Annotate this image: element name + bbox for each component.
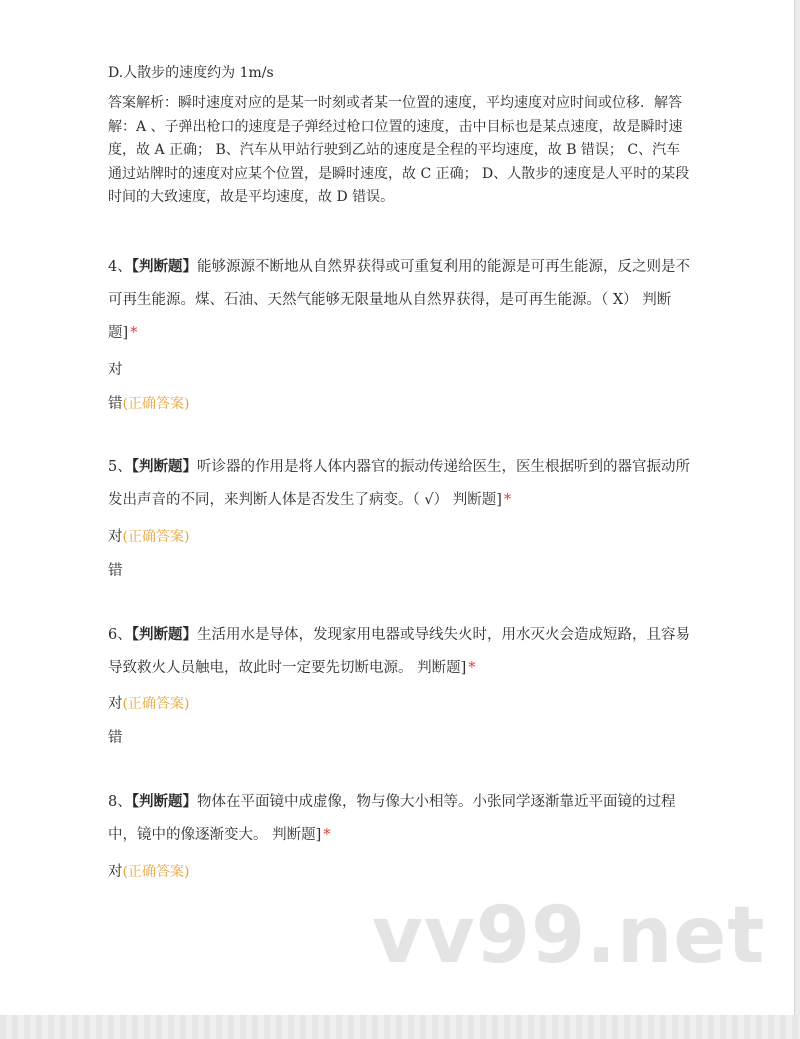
option-false[interactable] (108, 562, 123, 580)
correct-answer-note: (正确答案) (122, 529, 190, 545)
question-text: 物体在平面镜中成虚像，物与像大小相等。小张同学逐渐靠近平面镜的过程中，镜中的像逐渐变大。 (108, 794, 676, 843)
question-8 (108, 785, 692, 852)
required-star: * (503, 492, 512, 508)
option-false[interactable] (108, 395, 189, 413)
option-false[interactable] (108, 729, 123, 747)
option-label: 错 (108, 730, 123, 746)
question-type-tag: 【判断题】 (131, 258, 197, 275)
question-type-suffix: 判断题] (417, 660, 467, 676)
question-6 (108, 618, 692, 685)
question-number: 4、 (108, 259, 132, 275)
option-true[interactable] (108, 528, 189, 546)
option-true[interactable] (108, 863, 189, 881)
correct-answer-note: (正确答案) (122, 696, 190, 712)
option-label: 错 (108, 396, 123, 412)
question-text: 听诊器的作用是将人体内器官的振动传递给医生，医生根据听到的器官振动所发出声音的不同，来判断人体是否发生了病变。（ √） (108, 459, 690, 508)
option-true[interactable] (108, 361, 123, 379)
required-star: * (468, 660, 476, 676)
question-type-tag: 【判断题】 (131, 626, 197, 643)
question-type-suffix: 判断题] (108, 292, 672, 341)
option-true[interactable] (108, 695, 189, 713)
question-type-suffix: 判断题] (272, 827, 322, 843)
required-star: * (323, 827, 331, 843)
option-label: 错 (108, 563, 123, 579)
question-text: 能够源源不断地从自然界获得或可重复利用的能源是可再生能源，反之则是不可再生能源。煤、石油、天然气能够无限量地从自然界获得，是可再生能源。（ X） (108, 259, 690, 308)
option-label: 对 (108, 696, 123, 712)
question-type-tag: 【判断题】 (131, 458, 197, 475)
correct-answer-note: (正确答案) (122, 396, 190, 412)
question-number: 5、 (108, 459, 132, 475)
page-bottom-strip (0, 1015, 800, 1039)
required-star: * (130, 325, 138, 341)
question-number: 6、 (108, 627, 132, 643)
question-4 (108, 250, 692, 350)
question-type-tag: 【判断题】 (131, 793, 197, 810)
option-label: 对 (108, 529, 123, 545)
answer-analysis: 答案解析：瞬时速度对应的是某一时刻或者某一位置的速度，平均速度对应时间或位移．解答 解：A 、子弹出枪口的速度是子弹经过枪口位置的速度，击中目标也是某点速度，故是瞬时速度，故 A 正确； B、汽车从甲站行驶到乙站的速度是全程的平均速度，故 B 错误； C、汽车通过站牌时的速度对应某个位置，是瞬时速度，故 C 正确； D、人散步的速度是人平时的某段时间的大致速度，故是平均速度，故 D 错误。 (108, 95, 690, 205)
question-type-suffix: 判断题] (452, 492, 502, 508)
option-label: 对 (108, 864, 123, 880)
question-number: 8、 (108, 794, 132, 810)
option-d-text: D.人散步的速度约为 1m/s (108, 65, 274, 81)
question-5 (108, 450, 692, 517)
question-text: 生活用水是导体，发现家用电器或导线失火时，用水灭火会造成短路，且容易导致救火人员触电，故此时一定要先切断电源。 (108, 627, 690, 676)
watermark: vv99.net (372, 891, 766, 981)
option-label: 对 (108, 362, 123, 378)
correct-answer-note: (正确答案) (122, 864, 190, 880)
